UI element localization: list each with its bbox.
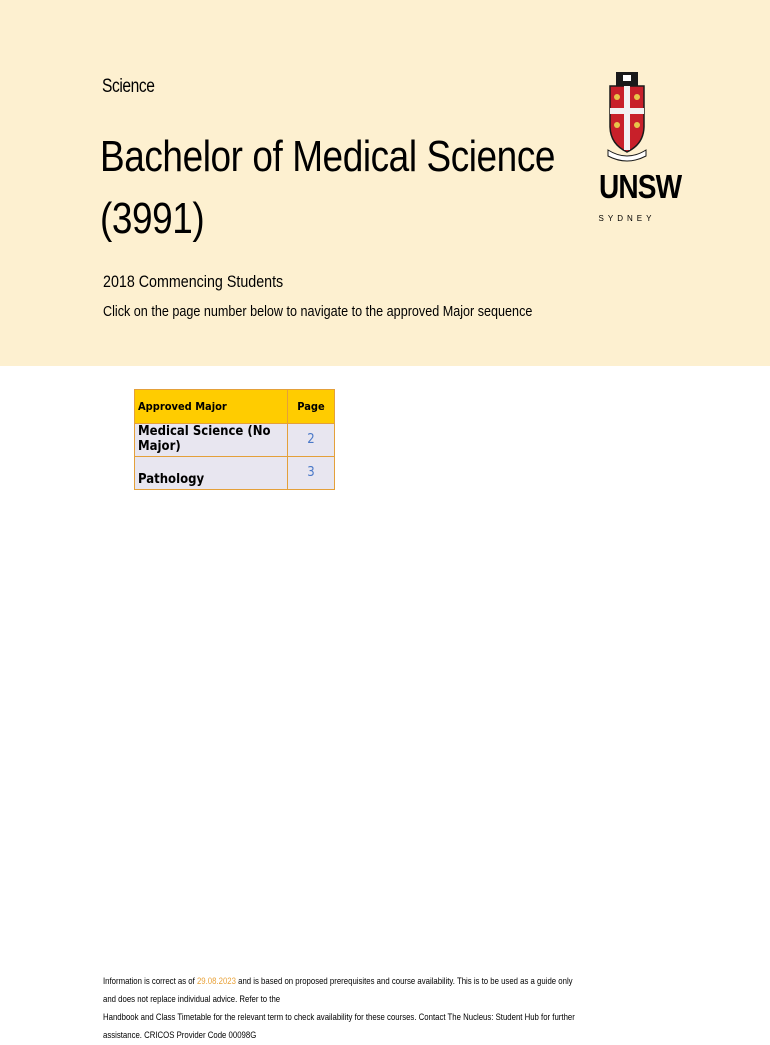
page-link[interactable]: 2	[288, 424, 335, 457]
page-link[interactable]: 3	[288, 457, 335, 490]
footer-text-line1: and is based on proposed prerequisites and course availability. This is to be used as a guide only and does not replace individual advice. Refer to the	[103, 976, 573, 1005]
faculty-label: Science	[102, 76, 155, 97]
instruction-text: Click on the page number below to navigate to the approved Major sequence	[103, 303, 533, 320]
major-name: Medical Science (No Major)	[135, 424, 288, 457]
table-header-row	[135, 390, 335, 424]
majors-table	[134, 389, 335, 490]
title-line-2: (3991)	[100, 194, 205, 243]
footer-text-start: Information is correct as of	[103, 976, 197, 987]
unsw-logo	[594, 70, 682, 230]
logo-wordmark: UNSW	[598, 168, 682, 205]
unsw-crest-icon	[594, 70, 660, 166]
footer-disclaimer	[103, 973, 579, 1045]
logo-subtitle: SYDNEY	[598, 214, 656, 223]
table-row	[135, 457, 335, 490]
title-line-1: Bachelor of Medical Science	[100, 132, 556, 181]
page-title	[100, 126, 555, 250]
footer-date: 29.08.2023	[196, 976, 236, 987]
cohort-label: 2018 Commencing Students	[103, 272, 284, 291]
header-page: Page	[288, 390, 335, 424]
table-row	[135, 424, 335, 457]
major-name: Pathology	[135, 457, 288, 490]
header-approved-major: Approved Major	[135, 390, 288, 424]
footer-text-line2: Handbook and Class Timetable for the relevant term to check availability for these courses. Contact The Nucleus: Student Hub for further assistance. CRICOS Provider Code 00098G	[103, 1012, 575, 1041]
